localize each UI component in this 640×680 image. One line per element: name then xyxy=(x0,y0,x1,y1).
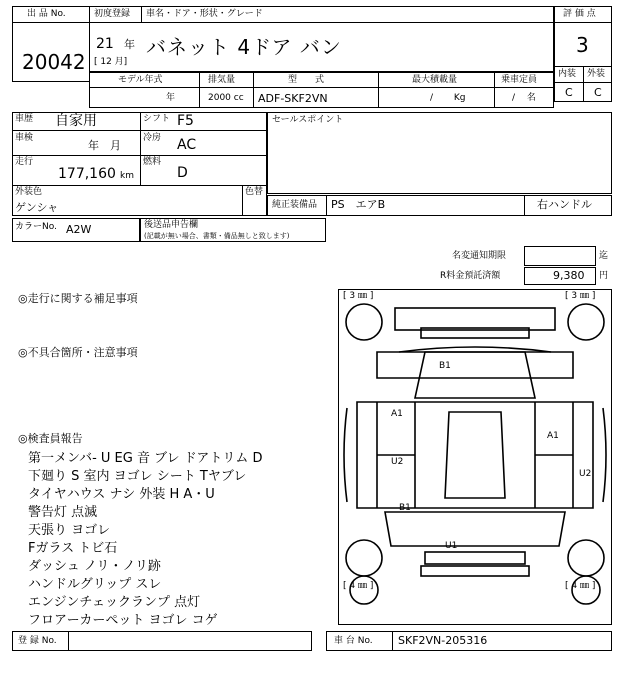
inspection-value: 年 月 xyxy=(88,139,121,152)
model-year-value: 年 xyxy=(166,93,176,103)
fuel-value: D xyxy=(177,165,188,181)
damage-mark-rear-gate: U1 xyxy=(445,541,458,551)
overall-score: 3 xyxy=(576,33,589,57)
tire-rear-left xyxy=(346,540,382,576)
car-outline xyxy=(339,290,611,624)
color-change-label: 色替 xyxy=(245,187,264,197)
damage-mark-left-front: A1 xyxy=(391,409,403,419)
history-label: 車歴 xyxy=(15,114,34,124)
tire-front-left xyxy=(346,304,382,340)
report-line: フロアーカーペット ヨゴレ コゲ xyxy=(28,613,218,628)
lot-label: 出 品 No. xyxy=(27,9,66,19)
report-line: エンジンチェックランプ 点灯 xyxy=(28,595,201,610)
notice-deadline-box xyxy=(524,246,596,266)
capacity-value: / 名 xyxy=(512,93,536,103)
ext-color-label: 外装色 xyxy=(15,187,43,197)
shift-value: F5 xyxy=(177,113,194,129)
lot-number: 20042 xyxy=(22,50,86,74)
damage-mark-left-rear: B1 xyxy=(399,503,411,513)
recycle-label: R料金預託済額 xyxy=(440,271,501,281)
aftermarket-note: (記載が無い場合、書類・備品無しと致します) xyxy=(144,232,290,240)
interior-label: 内装 xyxy=(558,69,577,79)
report-line: ハンドルグリップ スレ xyxy=(28,577,162,592)
capacity-label: 乗車定員 xyxy=(501,75,538,85)
history-value: 自家用 xyxy=(55,113,97,129)
reg-no-label: 登 録 No. xyxy=(18,636,57,646)
tire-rear-right xyxy=(568,540,604,576)
defects-label: ◎不具合箇所・注意事項 xyxy=(18,346,138,359)
sales-point-label: セールスポイント xyxy=(272,115,344,125)
exterior-grade: C xyxy=(594,86,602,99)
damage-mark-right-rear: U2 xyxy=(579,469,592,479)
tire-front-right-depth: [ 3 ㎜ ] xyxy=(565,291,596,301)
ac-label: 冷房 xyxy=(143,133,162,143)
fuel-label: 燃料 xyxy=(143,157,162,167)
tire-front-right xyxy=(568,304,604,340)
report-line: 下廻り S 室内 ヨゴレ シート Tヤブレ xyxy=(28,469,247,484)
exterior-label: 外装 xyxy=(587,69,606,79)
mileage-value: 177,160 xyxy=(58,166,116,182)
driving-notes-label: ◎走行に関する補足事項 xyxy=(18,292,138,305)
notice-deadline-label: 名変通知期限 xyxy=(452,251,507,261)
car-name: バネット 4ドア バン xyxy=(146,35,342,59)
ac-value: AC xyxy=(177,137,197,153)
mileage-label: 走行 xyxy=(15,157,34,167)
score-label: 評 価 点 xyxy=(563,9,596,19)
recycle-value: 9,380 xyxy=(553,269,585,282)
payload-value: / Kg xyxy=(430,93,466,103)
model-year-label: モデル年式 xyxy=(118,75,163,85)
mileage-unit: km xyxy=(120,171,134,181)
first-reg-label: 初度登録 xyxy=(94,9,131,19)
car-diagram xyxy=(338,289,612,625)
chassis-label: 車 台 No. xyxy=(334,636,373,646)
displacement-label: 排気量 xyxy=(208,75,236,85)
car-name-label: 車名・ドア・形状・グレード xyxy=(146,9,263,19)
report-line: 第一メンバ- U EG 音 ブレ ドアトリム D xyxy=(28,451,263,466)
handle-side: 右ハンドル xyxy=(537,198,592,211)
report-line: 天張り ヨゴレ xyxy=(28,523,111,538)
type-value: ADF-SKF2VN xyxy=(258,92,328,105)
reg-year: 21 xyxy=(96,36,114,52)
reg-month: [ 12 月] xyxy=(94,57,128,67)
payload-label: 最大積載量 xyxy=(412,75,458,85)
shift-label: シフト xyxy=(143,114,171,124)
equipment-value: PS エアB xyxy=(331,198,386,211)
report-line: Fガラス トビ石 xyxy=(28,541,118,556)
reg-no-box xyxy=(12,631,312,651)
damage-mark-right-front: A1 xyxy=(547,431,559,441)
aftermarket-label: 後送品申告欄 xyxy=(144,220,199,230)
inspection-label: 車検 xyxy=(15,133,34,143)
report-line: タイヤハウス ナシ 外装 H A・U xyxy=(28,487,215,502)
damage-mark-left-slide: U2 xyxy=(391,457,404,467)
damage-mark-roof: B1 xyxy=(439,361,451,371)
reg-year-unit: 年 xyxy=(124,38,135,51)
tire-front-left-depth: [ 3 ㎜ ] xyxy=(343,291,374,301)
type-label: 型 式 xyxy=(288,75,325,85)
report-line: 警告灯 点滅 xyxy=(28,505,98,520)
report-line: ダッシュ ノリ・ノリ跡 xyxy=(28,559,161,574)
chassis-number: SKF2VN-205316 xyxy=(398,634,488,647)
displacement-value: 2000 cc xyxy=(208,93,244,103)
notice-deadline-unit: 迄 xyxy=(599,251,609,261)
inspector-report-lines xyxy=(28,447,328,627)
interior-grade: C xyxy=(565,86,573,99)
color-no-value: A2W xyxy=(66,223,92,236)
ext-color-value: ゲンシャ xyxy=(15,201,59,214)
equipment-label: 純正装備品 xyxy=(272,200,318,210)
color-no-label: カラーNo. xyxy=(15,222,57,232)
recycle-unit: 円 xyxy=(599,271,609,281)
tire-rear-right-depth: [ 4 ㎜ ] xyxy=(565,581,596,591)
tire-rear-left-depth: [ 4 ㎜ ] xyxy=(343,581,374,591)
inspector-report-label: ◎検査員報告 xyxy=(18,432,83,445)
